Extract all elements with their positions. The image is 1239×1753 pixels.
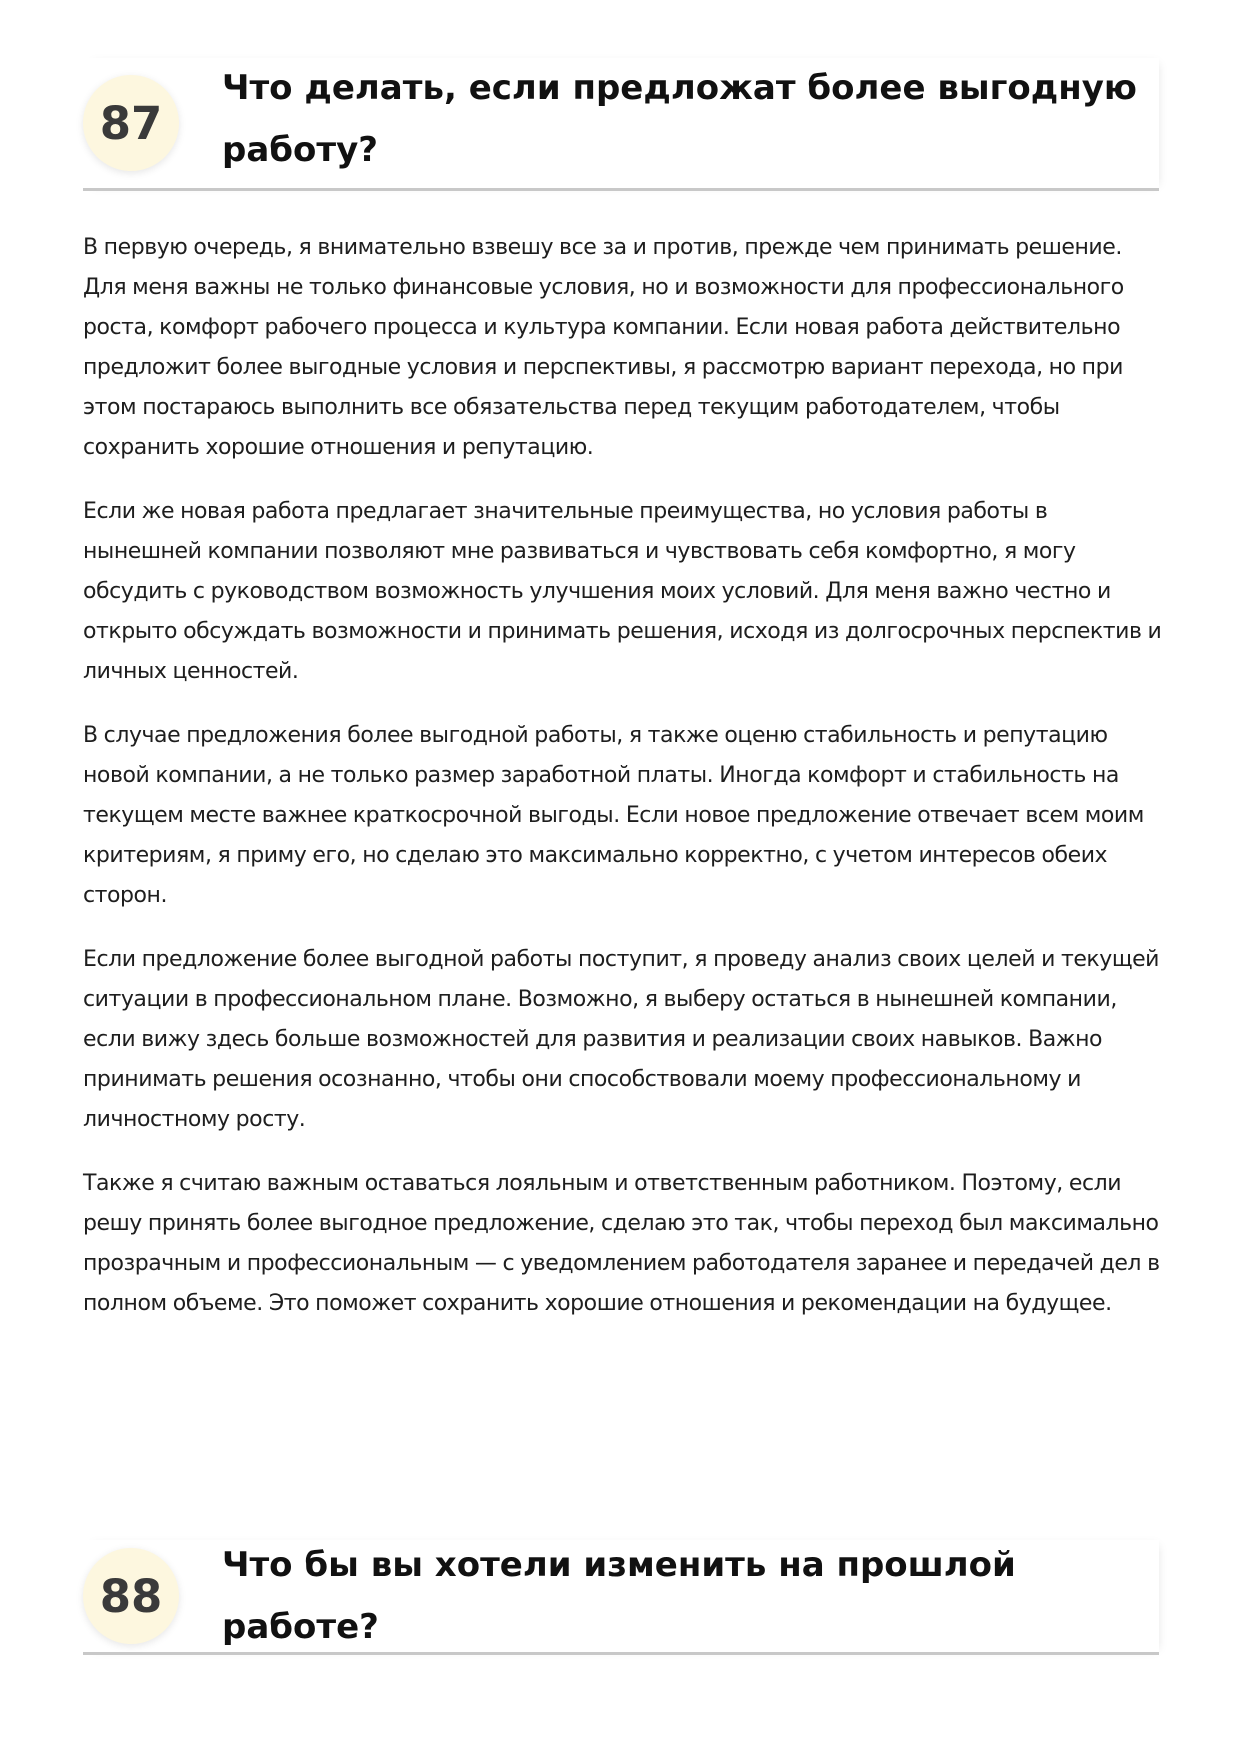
- question-title: Что делать, если предложат более выгодную работу?: [222, 68, 1137, 170]
- answer-paragraph: В случае предложения более выгодной работы, я также оценю стабильность и репутацию новой компании, а не только размер заработной платы. Иногда комфорт и стабильность на текущем месте важнее краткосрочной выгоды. Если новое предложение отвечает всем моим критериям, я приму его, но сделаю это максимально корректно, с учетом интересов обеих сторон.: [83, 723, 1144, 908]
- question-88-header: [83, 1540, 1159, 1655]
- question-number-badge: 87: [83, 75, 179, 171]
- answer-paragraph: Также я считаю важным оставаться лояльным и ответственным работником. Поэтому, если решу принять более выгодное предложение, сделаю это так, чтобы переход был максимально прозрачным и профессиональным — с уведомлением работодателя заранее и передачей дел в полном объеме. Это поможет сохранить хорошие отношения и рекомендации на будущее.: [83, 1171, 1160, 1316]
- answer-body: [83, 228, 1163, 1348]
- question-87-header: [83, 58, 1159, 191]
- answer-paragraph: В первую очередь, я внимательно взвешу все за и против, прежде чем принимать решение. Для меня важны не только финансовые условия, но и возможности для профессионального роста, комфорт рабочего процесса и культура компании. Если новая работа действительно предложит более выгодные условия и перспективы, я рассмотрю вариант перехода, но при этом постараюсь выполнить все обязательства перед текущим работодателем, чтобы сохранить хорошие отношения и репутацию.: [83, 235, 1124, 460]
- question-number-badge: 88: [83, 1548, 179, 1644]
- answer-paragraph: Если предложение более выгодной работы поступит, я проведу анализ своих целей и текущей ситуации в профессиональном плане. Возможно, я выберу остаться в нынешней компании, если вижу здесь больше возможностей для развития и реализации своих навыков. Важно принимать решения осознанно, чтобы они способствовали моему профессиональному и личностному росту.: [83, 947, 1160, 1132]
- question-title: Что бы вы хотели изменить на прошлой работе?: [222, 1545, 1016, 1647]
- answer-paragraph: Если же новая работа предлагает значительные преимущества, но условия работы в нынешней компании позволяют мне развиваться и чувствовать себя комфортно, я могу обсудить с руководством возможность улучшения моих условий. Для меня важно честно и открыто обсуждать возможности и принимать решения, исходя из долгосрочных перспектив и личных ценностей.: [83, 499, 1162, 684]
